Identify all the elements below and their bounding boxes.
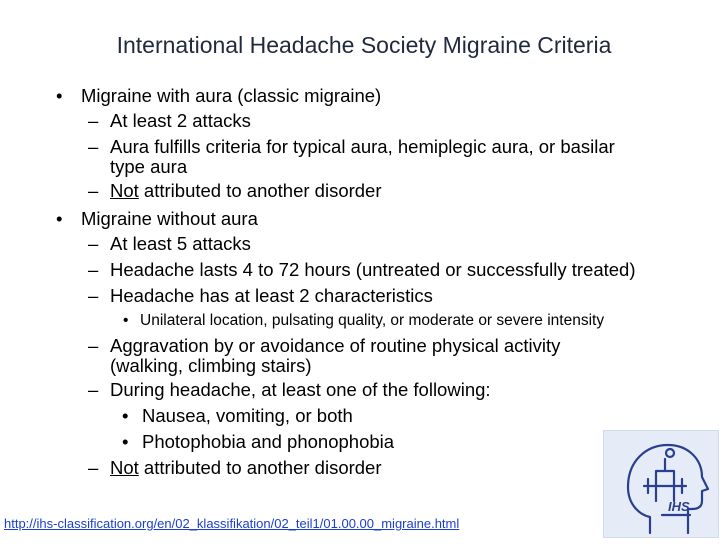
subitem-noaura-during bbox=[0, 378, 728, 402]
bullet-marker: • bbox=[122, 405, 129, 426]
logo-text: IHS bbox=[668, 499, 690, 514]
subitem-text: Aura fulfills criteria for typical aura, hemiplegic aura, or basilar bbox=[110, 136, 615, 157]
bullet-marker: • bbox=[123, 312, 129, 329]
detail-text: Photophobia and phonophobia bbox=[142, 431, 395, 452]
subitem-text: attributed to another disorder bbox=[138, 180, 382, 201]
bullet-migraine-without-aura bbox=[0, 207, 728, 231]
bullet-label: Migraine without aura bbox=[81, 208, 258, 229]
source-link[interactable]: http://ihs-classification.org/en/02_klassifikation/02_teil1/01.00.00_migraine.html bbox=[4, 516, 460, 531]
bullet-marker: • bbox=[56, 208, 63, 229]
subitem-aura-criteria-continued bbox=[0, 157, 728, 177]
subitem-noaura-attacks bbox=[0, 232, 728, 256]
subitem-noaura-aggravation-continued bbox=[0, 356, 728, 376]
dash-marker: – bbox=[88, 259, 99, 280]
dash-marker: – bbox=[88, 180, 99, 201]
dash-marker: – bbox=[88, 379, 99, 400]
criteria-list bbox=[0, 84, 728, 480]
subitem-text: attributed to another disorder bbox=[138, 457, 382, 478]
detail-text: Nausea, vomiting, or both bbox=[142, 405, 353, 426]
bullet-marker: • bbox=[122, 431, 129, 452]
slide-title: International Headache Society Migraine Criteria bbox=[116, 32, 612, 58]
underlined-not: Not bbox=[110, 180, 139, 201]
subitem-noaura-characteristics bbox=[0, 284, 728, 308]
subitem-text: During headache, at least one of the following: bbox=[110, 379, 491, 400]
subitem-text: type aura bbox=[110, 156, 188, 177]
ihs-head-logo-icon bbox=[604, 431, 718, 537]
ihs-logo bbox=[603, 430, 719, 538]
dash-marker: – bbox=[88, 136, 99, 157]
dash-marker: – bbox=[88, 335, 99, 356]
detail-text: Unilateral location, pulsating quality, or moderate or severe intensity bbox=[140, 312, 605, 329]
dash-marker: – bbox=[88, 457, 99, 478]
detail-characteristics bbox=[0, 310, 728, 332]
dash-marker: – bbox=[88, 285, 99, 306]
subitem-text: (walking, climbing stairs) bbox=[110, 355, 312, 376]
bullet-migraine-with-aura bbox=[0, 84, 728, 108]
subitem-text: Headache has at least 2 characteristics bbox=[110, 285, 433, 306]
detail-nausea bbox=[0, 404, 728, 428]
dash-marker: – bbox=[88, 233, 99, 254]
subitem-text: At least 2 attacks bbox=[110, 110, 251, 131]
subitem-text: Aggravation by or avoidance of routine physical activity bbox=[110, 335, 561, 356]
subitem-text: Headache lasts 4 to 72 hours (untreated or successfully treated) bbox=[110, 259, 636, 280]
subitem-aura-not-attributed bbox=[0, 179, 728, 203]
subitem-text: At least 5 attacks bbox=[110, 233, 251, 254]
subitem-noaura-duration bbox=[0, 258, 728, 282]
bullet-label: Migraine with aura (classic migraine) bbox=[81, 85, 382, 106]
bullet-marker: • bbox=[56, 85, 63, 106]
dash-marker: – bbox=[88, 110, 99, 131]
subitem-aura-attacks bbox=[0, 109, 728, 133]
underlined-not: Not bbox=[110, 457, 139, 478]
